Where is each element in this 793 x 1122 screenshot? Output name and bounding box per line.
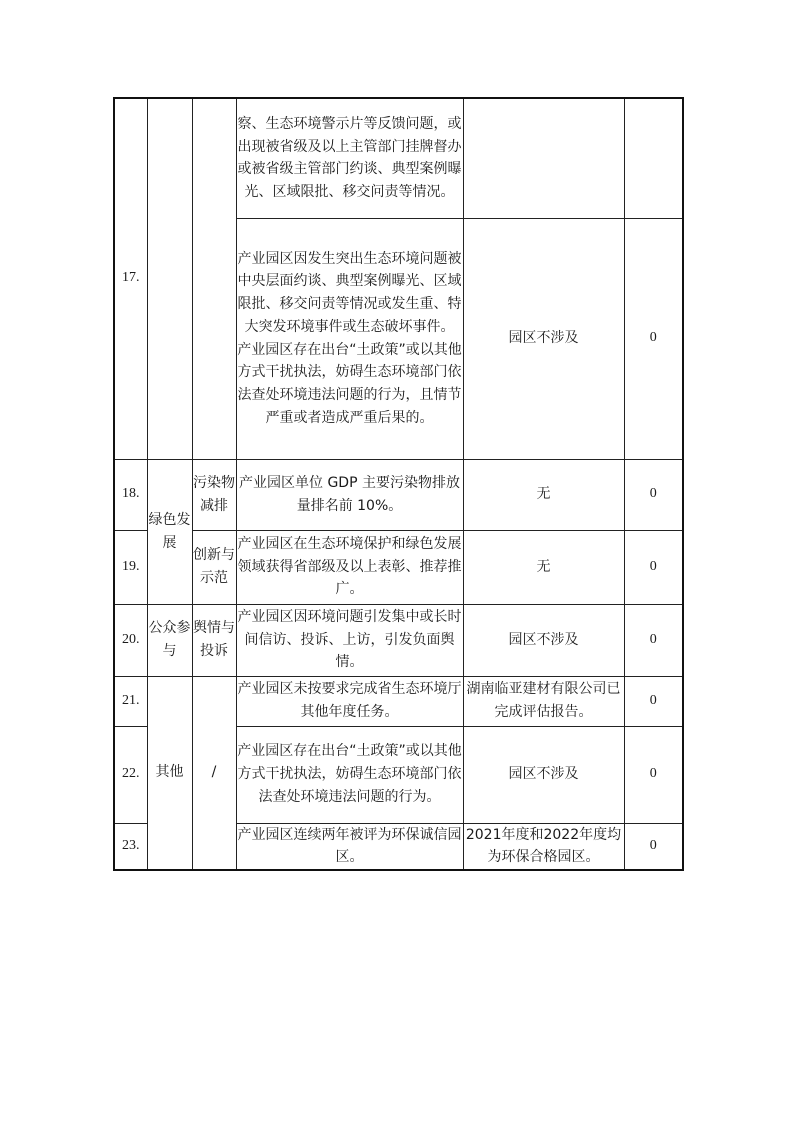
category-cell: 其他 xyxy=(147,676,192,870)
subcategory-cell: 舆情与投诉 xyxy=(192,604,236,676)
status-cell: 湖南临亚建材有限公司已完成评估报告。 xyxy=(463,676,624,726)
row-number: 22. xyxy=(114,726,147,823)
status-cell: 园区不涉及 xyxy=(463,604,624,676)
criteria-cell xyxy=(236,98,463,218)
category-cell: 绿色发展 xyxy=(147,459,192,604)
row-number: 23. xyxy=(114,823,147,870)
status-cell xyxy=(463,98,624,218)
row-number: 19. xyxy=(114,530,147,604)
row-number: 21. xyxy=(114,676,147,726)
score-cell: 0 xyxy=(624,676,683,726)
table-row xyxy=(114,459,683,530)
criteria-cell: 产业园区未按要求完成省生态环境厅其他年度任务。 xyxy=(236,676,463,726)
table-row xyxy=(114,530,683,604)
criteria-cell: 产业园区单位 GDP 主要污染物排放量排名前 10%。 xyxy=(236,459,463,530)
status-cell: 2021年度和2022年度均为环保合格园区。 xyxy=(463,823,624,870)
category-cell: 公众参与 xyxy=(147,604,192,676)
subcategory-cell: 污染物减排 xyxy=(192,459,236,530)
score-cell: 0 xyxy=(624,726,683,823)
table-row xyxy=(114,98,683,218)
assessment-table xyxy=(113,97,684,871)
row-number: 18. xyxy=(114,459,147,530)
status-cell: 园区不涉及 xyxy=(463,218,624,459)
score-cell: 0 xyxy=(624,459,683,530)
status-cell: 园区不涉及 xyxy=(463,726,624,823)
row-number: 17. xyxy=(114,98,147,459)
score-cell: 0 xyxy=(624,604,683,676)
criteria-cell: 产业园区存在出台“土政策”或以其他方式干扰执法，妨碍生态环境部门依法查处环境违法问题的行为。 xyxy=(236,726,463,823)
status-cell: 无 xyxy=(463,530,624,604)
criteria-cell: 产业园区连续两年被评为环保诚信园区。 xyxy=(236,823,463,870)
score-cell: 0 xyxy=(624,530,683,604)
criteria-cell xyxy=(236,218,463,459)
score-cell xyxy=(624,98,683,218)
criteria-text: 产业园区因发生突出生态环境问题被中央层面约谈、典型案例曝光、区域限批、移交问责等情况或发生重、特大突发环境事件或生态破坏事件。 xyxy=(237,250,462,335)
table-row xyxy=(114,604,683,676)
criteria-text: 产业园区存在出台“土政策”或以其他方式干扰执法，妨碍生态环境部门依法查处环境违法问题的行为，且情节严重或者造成严重后果的。 xyxy=(237,341,462,426)
criteria-text: 察、生态环境警示片等反馈问题，或出现被省级及以上主管部门挂牌督办或被省级主管部门约谈、典型案例曝光、区域限批、移交问责等情况。 xyxy=(237,115,462,200)
criteria-cell: 产业园区在生态环境保护和绿色发展领域获得省部级及以上表彰、推荐推广。 xyxy=(236,530,463,604)
subcategory-cell: 创新与示范 xyxy=(192,530,236,604)
score-cell: 0 xyxy=(624,823,683,870)
criteria-cell: 产业园区因环境问题引发集中或长时间信访、投诉、上访，引发负面舆情。 xyxy=(236,604,463,676)
subcategory-cell xyxy=(192,98,236,459)
subcategory-cell: / xyxy=(192,676,236,870)
table-row xyxy=(114,676,683,726)
category-cell xyxy=(147,98,192,459)
row-number: 20. xyxy=(114,604,147,676)
status-cell: 无 xyxy=(463,459,624,530)
score-cell: 0 xyxy=(624,218,683,459)
